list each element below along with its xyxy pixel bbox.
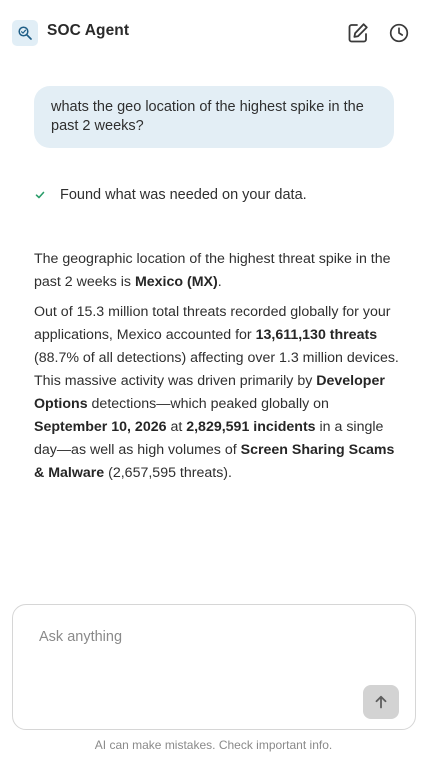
status-text: Found what was needed on your data. <box>60 187 307 203</box>
answer-highlight: September 10, 2026 <box>34 419 167 435</box>
new-chat-button[interactable] <box>345 20 371 46</box>
answer-text: at <box>166 419 187 435</box>
answer-highlight: Screen Sharing Scams & Malware <box>34 442 395 481</box>
chat-input[interactable] <box>39 629 369 645</box>
edit-icon <box>346 21 370 45</box>
status-check <box>34 189 46 201</box>
answer-paragraph-2 <box>34 301 400 485</box>
app-header <box>0 0 431 66</box>
assistant-answer <box>34 248 400 492</box>
answer-text: . <box>217 274 222 290</box>
answer-paragraph-1 <box>34 248 400 294</box>
app-title: SOC Agent <box>47 22 130 39</box>
answer-text: The geographic location of the highest threat spike in the past 2 weeks is <box>34 251 391 290</box>
user-message-text: whats the geo location of the highest spike in the past 2 weeks? <box>51 99 364 134</box>
answer-highlight: 13,611,130 threats <box>255 327 378 343</box>
user-message-bubble <box>34 86 394 148</box>
answer-text: in a single day—as well as high volumes of <box>34 419 384 458</box>
answer-text: detections—which peaked globally on <box>87 396 329 412</box>
arrow-up-icon <box>373 694 389 710</box>
answer-text: (88.7% of all detections) affecting over 1.3 million devices. This massive activity was driven primarily by <box>34 350 399 389</box>
clock-icon <box>388 22 410 44</box>
answer-highlight: Mexico (MX) <box>134 274 218 290</box>
search-shield-icon <box>17 25 33 41</box>
answer-text: Out of 15.3 million total threats recorded globally for your applications, Mexico accounted for <box>34 304 391 343</box>
answer-highlight: 2,829,591 incidents <box>186 419 316 435</box>
status-row <box>34 185 307 205</box>
disclaimer-text: AI can make mistakes. Check important info. <box>94 738 333 752</box>
history-button[interactable] <box>386 20 412 46</box>
check-icon <box>35 190 45 200</box>
answer-highlight: Developer Options <box>34 373 385 412</box>
message-composer <box>12 604 416 730</box>
app-logo <box>12 20 38 46</box>
answer-text: (2,657,595 threats). <box>104 465 232 481</box>
send-button[interactable] <box>363 685 399 719</box>
